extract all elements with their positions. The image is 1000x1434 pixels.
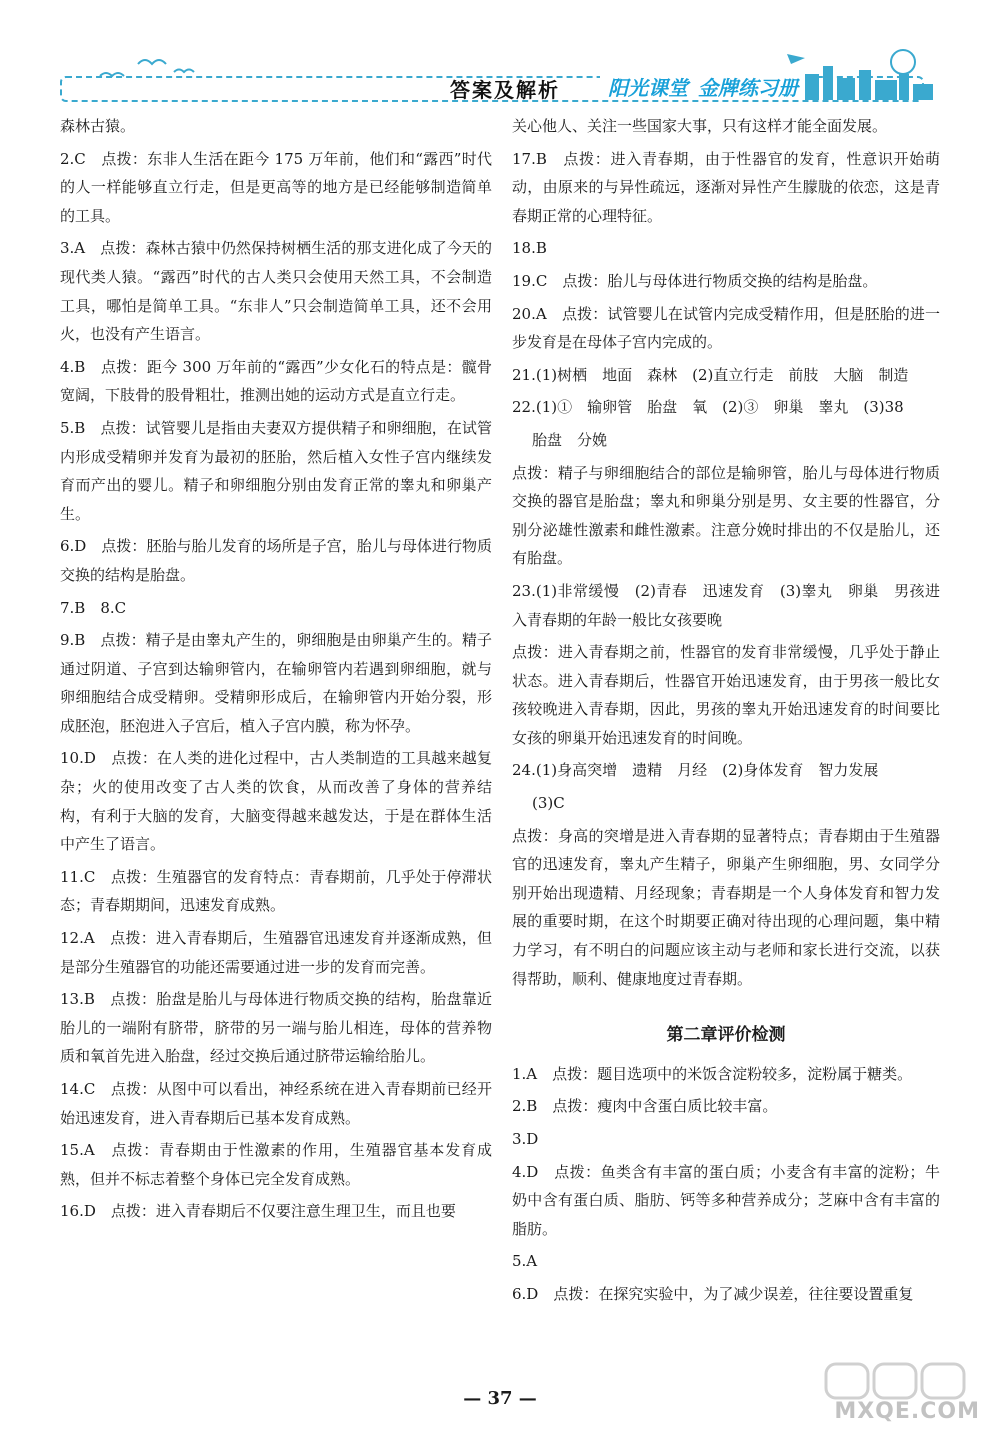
answer-item <box>60 1136 492 1193</box>
answer-text: 关心他人、关注一些国家大事，只有这样才能全面发展。 <box>512 117 888 135</box>
answer-item <box>512 638 940 752</box>
answer-text: 19.C 点拨：胎儿与母体进行物质交换的结构是胎盘。 <box>512 271 878 290</box>
answer-text: 2.C 点拨：东非人生活在距今 175 万年前，他们和“露西”时代的人一样能够直立行走，但是更高等的地方是已经能够制造简单的工具。 <box>60 149 492 225</box>
answer-item <box>512 300 940 357</box>
header-title: 答案及解析 <box>450 78 560 102</box>
answer-text: 5.B 点拨：试管婴儿是指由夫妻双方提供精子和卵细胞，在试管内形成受精卵并发育为最初的胚胎，然后植入女性子宫内继续发育而产出的婴儿。精子和卵细胞分别由发育正常的睾丸和卵巢产生。 <box>60 418 492 523</box>
answer-item <box>512 145 940 231</box>
answer-item <box>60 985 492 1071</box>
section-answers <box>512 1060 940 1309</box>
answer-text: 21.(1)树栖 地面 森林 (2)直立行走 前肢 大脑 制造 <box>512 365 909 384</box>
answer-item <box>60 626 492 740</box>
answer-text: (3)C <box>532 794 565 813</box>
answer-item <box>60 1075 492 1132</box>
answer-item <box>60 863 492 920</box>
answer-text: 4.B 点拨：距今 300 万年前的“露西”少女化石的特点是：髋骨宽阔，下肢骨的股骨粗壮，推测出她的运动方式是直立行走。 <box>60 357 492 405</box>
answer-text: 点拨：精子与卵细胞结合的部位是输卵管，胎儿与母体进行物质交换的器官是胎盘；睾丸和卵巢分别是男、女主要的性器官，分别分泌雄性激素和雌性激素。注意分娩时排出的不仅是胎儿，还有胎盘。 <box>512 463 940 568</box>
answer-text: 22.(1)① 输卵管 胎盘 氧 (2)③ 卵巢 睾丸 (3)38 <box>512 398 904 417</box>
answer-text: 24.(1)身高突增 遗精 月经 (2)身体发育 智力发展 <box>512 761 879 780</box>
answer-item <box>512 789 940 818</box>
answer-item <box>512 267 940 296</box>
answer-item <box>60 353 492 410</box>
answer-item <box>512 1247 940 1276</box>
answer-item <box>512 756 940 785</box>
answer-text: 5.A <box>512 1252 538 1271</box>
answer-item <box>60 532 492 589</box>
answer-text: 1.A 点拨：题目选项中的米饭含淀粉较多，淀粉属于糖类。 <box>512 1064 913 1083</box>
right-column <box>512 112 940 1313</box>
answer-item <box>512 1060 940 1089</box>
answer-text: 6.D 点拨：胚胎与胎儿发育的场所是子宫，胎儿与母体进行物质交换的结构是胎盘。 <box>60 537 492 584</box>
answer-text: 11.C 点拨：生殖器官的发育特点：青春期前，几乎处于停滞状态；青春期期间，迅速发育成熟。 <box>60 867 492 915</box>
answer-item <box>512 1280 940 1309</box>
watermark <box>790 1358 980 1428</box>
birds-icon <box>90 50 210 84</box>
answer-text: 3.A 点拨：森林古猿中仍然保持树栖生活的那支进化成了今天的现代类人猿。“露西”时代的古人类只会使用天然工具，不会制造工具，哪怕是简单工具。“东非人”只会制造简单工具，还不会用火，也没有产生语言。 <box>60 239 492 344</box>
answer-item <box>60 234 492 348</box>
answer-item <box>60 594 492 623</box>
page-number: — 37 — <box>463 1388 537 1409</box>
answer-item <box>512 112 940 141</box>
page-header <box>60 48 940 104</box>
answer-text: 14.C 点拨：从图中可以看出，神经系统在进入青春期前已经开始迅速发育，进入青春期后已基本发育成熟。 <box>60 1080 492 1127</box>
right-answers <box>512 112 940 993</box>
answer-item <box>512 426 940 455</box>
answer-text: 9.B 点拨：精子是由睾丸产生的，卵细胞是由卵巢产生的。精子通过阴道、子宫到达输卵管内，在输卵管内若遇到卵细胞，就与卵细胞结合成受精卵。受精卵形成后，在输卵管内开始分裂，形成胚泡，胚泡进入子宫后，植入子宫内膜，称为怀孕。 <box>60 631 492 735</box>
answer-item <box>60 145 492 231</box>
answer-item <box>512 822 940 994</box>
answer-item <box>512 1092 940 1121</box>
watermark-text: MXQE.COM <box>834 1399 980 1424</box>
answer-text: 20.A 点拨：试管婴儿在试管内完成受精作用，但是胚胎的进一步发育是在母体子宫内完成的。 <box>512 304 940 352</box>
answer-text: 3.D <box>512 1130 539 1148</box>
skyline-icon <box>785 44 945 104</box>
answer-item <box>512 393 940 422</box>
answer-text: 6.D 点拨：在探究实验中，为了减少误差，往往要设置重复 <box>512 1284 914 1303</box>
answer-text: 18.B <box>512 239 547 258</box>
brand-label <box>600 72 806 100</box>
answer-text: 17.B 点拨：进入青春期，由于性器官的发育，性意识开始萌动，由原来的与异性疏远，逐渐对异性产生朦胧的依恋，这是青春期正常的心理特征。 <box>512 149 940 225</box>
answer-text: 4.D 点拨：鱼类含有丰富的蛋白质；小麦含有丰富的淀粉；牛奶中含有蛋白质、脂肪、钙等多种营养成分；芝麻中含有丰富的脂肪。 <box>512 1162 940 1238</box>
answer-text: 13.B 点拨：胎盘是胎儿与母体进行物质交换的结构，胎盘靠近胎儿的一端附有脐带，脐带的另一端与胎儿相连，母体的营养物质和氧首先进入胎盘，经过交换后通过脐带运输给胎儿。 <box>60 990 492 1066</box>
brand-subtitle: 金牌练习册 <box>698 75 798 100</box>
answer-item <box>512 361 940 390</box>
answer-item <box>60 924 492 981</box>
answer-item <box>60 112 492 141</box>
answer-text: 23.(1)非常缓慢 (2)青春 迅速发育 (3)睾丸 卵巢 男孩进入青春期的年龄一般比女孩要晚 <box>512 581 940 629</box>
answer-item <box>512 1125 940 1154</box>
answer-item <box>60 744 492 858</box>
answer-text: 点拨：身高的突增是进入青春期的显著特点；青春期由于生殖器官的迅速发育，睾丸产生精子，卵巢产生卵细胞，男、女同学分别开始出现遗精、月经现象；青春期是一个人身体发育和智力发展的重要时期，在这个时期要正确对待出现的心理问题，集中精力学习，有不明白的问题应该主动与老师和家长进行交流，以获得帮助，顺利、健康地度过青春期。 <box>512 826 940 988</box>
answer-text: 16.D 点拨：进入青春期后不仅要注意生理卫生，而且也要 <box>60 1202 456 1221</box>
answer-item <box>512 234 940 263</box>
answer-text: 12.A 点拨：进入青春期后，生殖器官迅速发育并逐渐成熟，但是部分生殖器官的功能还需要通过进一步的发育而完善。 <box>60 929 492 976</box>
brand-name: 阳光课堂 <box>608 75 688 100</box>
section-title: 第二章评价检测 <box>666 1025 786 1046</box>
answer-text: 7.B 8.C <box>60 598 127 617</box>
answer-item <box>512 459 940 573</box>
left-column <box>60 112 492 1230</box>
answer-text: 15.A 点拨：青春期由于性激素的作用，生殖器官基本发育成熟，但并不标志着整个身体已完全发育成熟。 <box>60 1141 492 1188</box>
answer-text: 10.D 点拨：在人类的进化过程中，古人类制造的工具越来越复杂；火的使用改变了古人类的饮食，从而改善了身体的营养结构，有利于大脑的发育，大脑变得越来越发达，于是在群体生活中产生了语言。 <box>60 749 492 854</box>
answer-item <box>512 577 940 634</box>
answer-text: 2.B 点拨：瘦肉中含蛋白质比较丰富。 <box>512 1097 778 1116</box>
answer-item <box>60 414 492 528</box>
answer-text: 胎盘 分娩 <box>532 430 608 449</box>
answer-item <box>512 1158 940 1244</box>
answer-item <box>60 1197 492 1226</box>
answer-text: 点拨：进入青春期之前，性器官的发育非常缓慢，几乎处于静止状态。进入青春期后，性器官开始迅速发育，由于男孩一般比女孩较晚进入青春期，因此，男孩的睾丸开始迅速发育的时间要比女孩的卵巢开始迅速发育的时间晚。 <box>512 643 940 747</box>
answer-text: 森林古猿。 <box>60 117 136 135</box>
